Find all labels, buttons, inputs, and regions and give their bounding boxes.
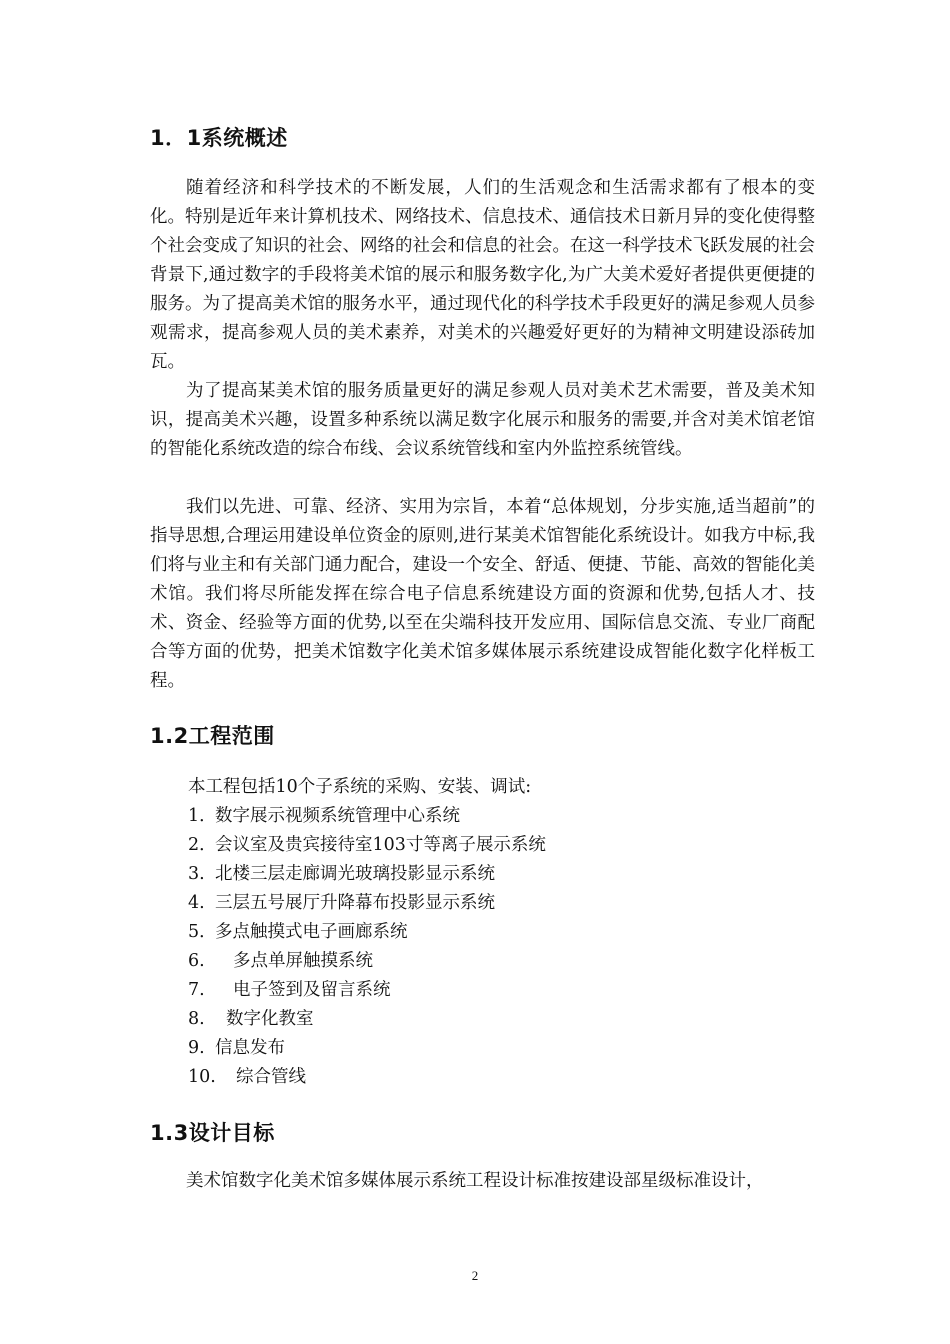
scope-intro: 本工程包括10个子系统的采购、安装、调试:: [188, 777, 532, 797]
list-item: [188, 947, 546, 976]
list-item: [188, 976, 546, 1005]
list-item-label: 综合管线: [236, 1067, 306, 1087]
list-item-label: 北楼三层走廊调光玻璃投影显示系统: [215, 864, 495, 884]
overview-paragraph-3: 我们以先进、可靠、经济、实用为宗旨，本着“总体规划，分步实施,适当超前”的指导思想,合理运用建设单位资金的原则,进行某美术馆智能化系统设计。如我方中标,我们将与业主和有关部门通力配合，建设一个安全、舒适、便捷、节能、高效的智能化美术馆。我们将尽所能发挥在综合电子信息系统建设方面的资源和优势,包括人才、技术、资金、经验等方面的优势,以至在尖端科技开发应用、国际信息交流、专业厂商配合等方面的优势，把美术馆数字化美术馆多媒体展示系统建设成智能化数字化样板工程。: [150, 497, 815, 691]
list-item: [188, 918, 546, 947]
list-item: [188, 1063, 546, 1092]
list-item-label: 电子签到及留言系统: [233, 980, 391, 1000]
list-item-label: 会议室及贵宾接待室103寸等离子展示系统: [215, 835, 546, 855]
list-item-number: 7.: [188, 980, 205, 1000]
list-item-number: 6.: [188, 951, 205, 971]
list-item: [188, 831, 546, 860]
design-goals-paragraph: 美术馆数字化美术馆多媒体展示系统工程设计标准按建设部星级标准设计，: [186, 1171, 764, 1191]
list-item-number: 5．: [188, 922, 217, 942]
list-item-label: 多点单屏触摸系统: [233, 951, 373, 971]
list-item: [188, 860, 546, 889]
list-item: [188, 1005, 546, 1034]
list-item-number: 10.: [188, 1067, 216, 1087]
list-item: [188, 889, 546, 918]
section-heading-overview: 1．1系统概述: [150, 126, 288, 150]
list-item-label: 数字化教室: [226, 1009, 314, 1029]
list-item-label: 信息发布: [215, 1038, 285, 1058]
list-item-number: 9.: [188, 1038, 205, 1058]
section-heading-design-goals: 1.3设计目标: [150, 1121, 275, 1145]
list-item-label: 数字展示视频系统管理中心系统: [215, 806, 460, 826]
list-item-number: 8.: [188, 1009, 205, 1029]
scope-list: [188, 802, 546, 1092]
list-item: [188, 802, 546, 831]
list-item-label: 多点触摸式电子画廊系统: [215, 922, 408, 942]
section-heading-scope: 1.2工程范围: [150, 724, 275, 748]
overview-paragraph-1: 随着经济和科学技术的不断发展，人们的生活观念和生活需求都有了根本的变化。特别是近年来计算机技术、网络技术、信息技术、通信技术日新月异的变化使得整个社会变成了知识的社会、网络的社会和信息的社会。在这一科学技术飞跃发展的社会背景下,通过数字的手段将美术馆的展示和服务数字化,为广大美术爱好者提供更便捷的服务。为了提高美术馆的服务水平，通过现代化的科学技术手段更好的满足参观人员参观需求，提高参观人员的美术素养，对美术的兴趣爱好更好的为精神文明建设添砖加瓦。: [150, 178, 815, 372]
page-number: 2: [471, 1268, 479, 1283]
list-item-number: 4.: [188, 893, 205, 913]
list-item-number: 2．: [188, 835, 217, 855]
list-item-number: 1．: [188, 806, 217, 826]
overview-paragraph-2: 为了提高某美术馆的服务质量更好的满足参观人员对美术艺术需要，普及美术知识，提高美术兴趣，设置多种系统以满足数字化展示和服务的需要,并含对美术馆老馆的智能化系统改造的综合布线、会议系统管线和室内外监控系统管线。: [150, 381, 815, 459]
list-item-label: 三层五号展厅升降幕布投影显示系统: [215, 893, 495, 913]
list-item-number: 3.: [188, 864, 205, 884]
list-item: [188, 1034, 546, 1063]
